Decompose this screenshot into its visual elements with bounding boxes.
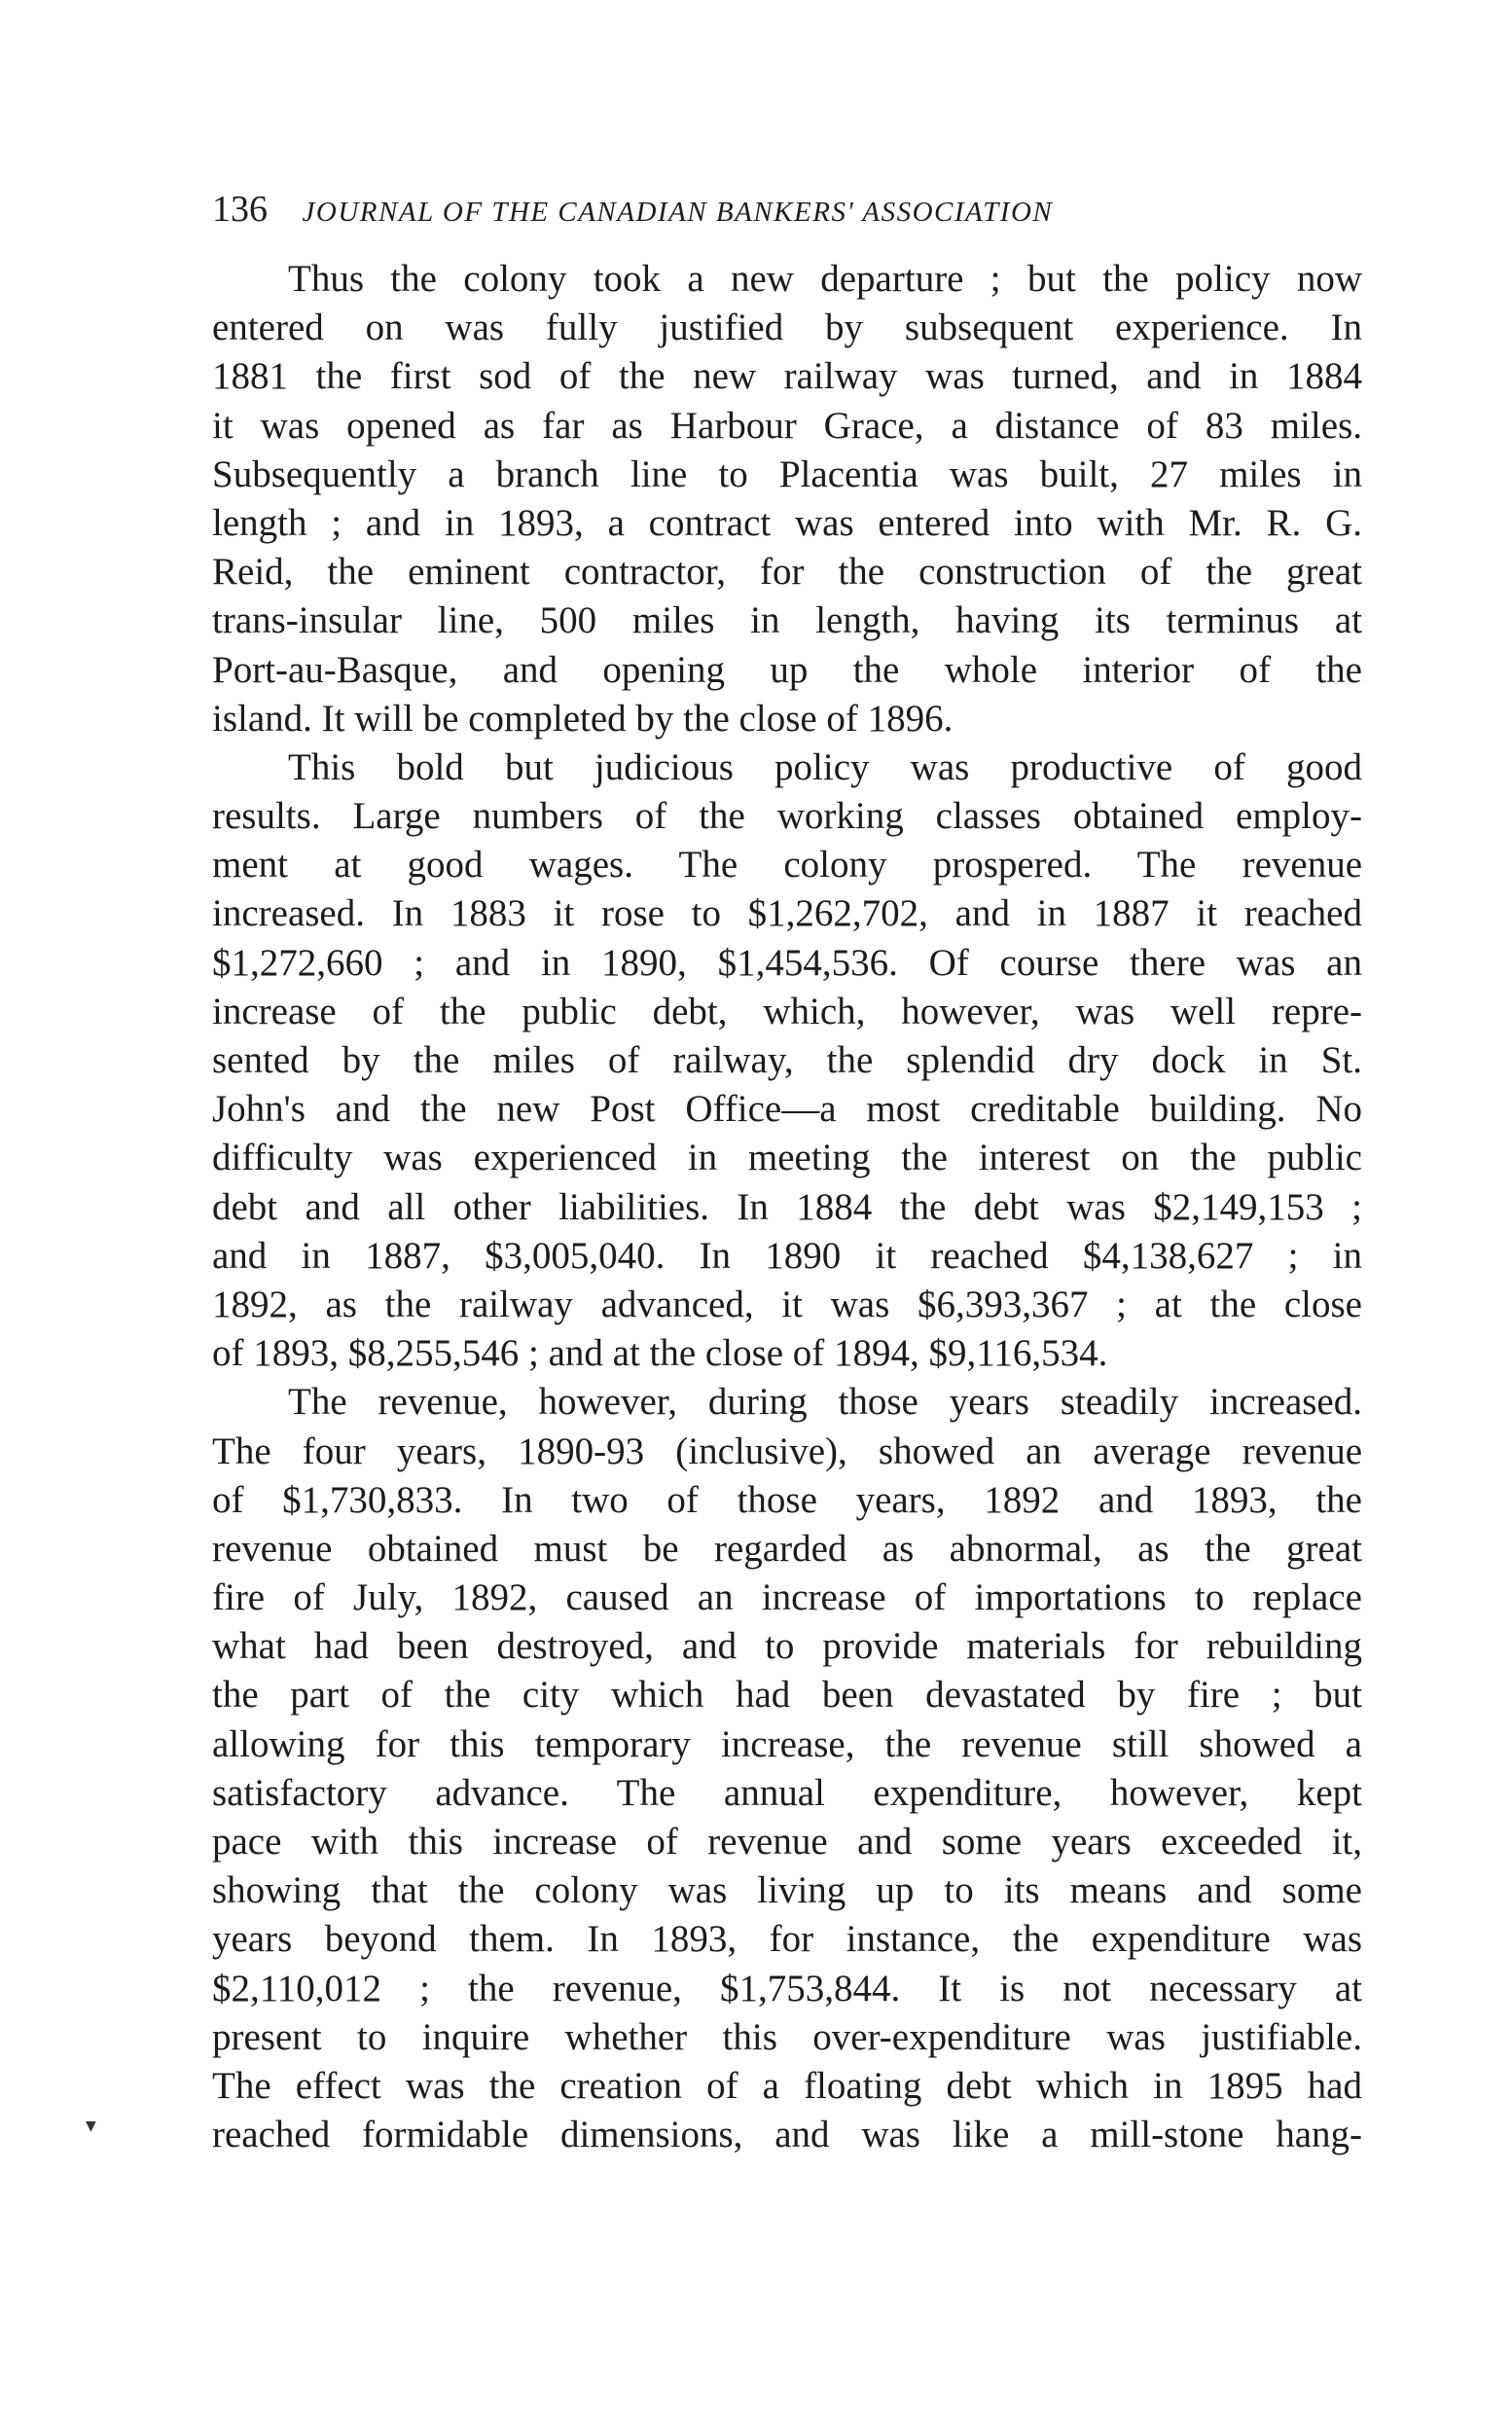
- text-line: trans-insular line, 500 miles in length, having its terminus at: [212, 599, 1362, 642]
- text-line: This bold but judicious policy was productive of good: [288, 745, 1362, 788]
- journal-title: JOURNAL OF THE CANADIAN BANKERS' ASSOCIATION: [302, 197, 1054, 228]
- text-line: years beyond them. In 1893, for instance, the expenditure was: [212, 1918, 1362, 1961]
- text-line: debt and all other liabilities. In 1884 the debt was $2,149,153 ;: [212, 1185, 1362, 1228]
- text-line: and in 1887, $3,005,040. In 1890 it reached $4,138,627 ; in: [212, 1234, 1362, 1277]
- text-line: increased. In 1883 it rose to $1,262,702, and in 1887 it reached: [212, 892, 1362, 935]
- text-line: revenue obtained must be regarded as abnormal, as the great: [212, 1527, 1362, 1570]
- text-line: $1,272,660 ; and in 1890, $1,454,536. Of course there was an: [212, 941, 1362, 984]
- text-line: what had been destroyed, and to provide materials for rebuilding: [212, 1625, 1362, 1668]
- text-line: of $1,730,833. In two of those years, 1892 and 1893, the: [212, 1478, 1362, 1521]
- text-line: of 1893, $8,255,546 ; and at the close of 1894, $9,116,534.: [212, 1332, 1108, 1375]
- text-line: fire of July, 1892, caused an increase of importations to replace: [212, 1576, 1362, 1619]
- text-line: Port-au-Basque, and opening up the whole interior of the: [212, 648, 1362, 691]
- text-line: 1892, as the railway advanced, it was $6,393,367 ; at the close: [212, 1283, 1362, 1325]
- text-line: present to inquire whether this over-expenditure was justifiable.: [212, 2015, 1362, 2058]
- text-line: Reid, the eminent contractor, for the construction of the great: [212, 551, 1362, 594]
- text-line: The effect was the creation of a floating debt which in 1895 had: [212, 2064, 1362, 2107]
- text-line: satisfactory advance. The annual expenditure, however, kept: [212, 1771, 1362, 1814]
- text-line: reached formidable dimensions, and was like a mill-stone hang-: [212, 2114, 1362, 2156]
- text-line: The four years, 1890-93 (inclusive), showed an average revenue: [212, 1430, 1362, 1472]
- text-line: allowing for this temporary increase, the revenue still showed a: [212, 1722, 1362, 1765]
- page-number: 136: [212, 189, 268, 230]
- text-line: difficulty was experienced in meeting the interest on the public: [212, 1137, 1362, 1179]
- text-line: ment at good wages. The colony prospered. The revenue: [212, 844, 1362, 887]
- text-line: length ; and in 1893, a contract was entered into with Mr. R. G.: [212, 501, 1362, 544]
- running-head: [212, 185, 1360, 234]
- text-line: it was opened as far as Harbour Grace, a distance of 83 miles.: [212, 404, 1362, 447]
- text-line: Thus the colony took a new departure ; but the policy now: [288, 258, 1362, 300]
- margin-mark-icon: ▼: [86, 2118, 96, 2134]
- text-line: John's and the new Post Office—a most creditable building. No: [212, 1088, 1362, 1131]
- text-line: sented by the miles of railway, the splendid dry dock in St.: [212, 1039, 1362, 1081]
- text-line: the part of the city which had been devastated by fire ; but: [212, 1674, 1362, 1717]
- text-line: The revenue, however, during those years steadily increased.: [288, 1381, 1362, 1424]
- text-line: results. Large numbers of the working classes obtained employ-: [212, 795, 1362, 838]
- text-line: entered on was fully justified by subsequent experience. In: [212, 307, 1362, 349]
- text-line: pace with this increase of revenue and some years exceeded it,: [212, 1821, 1362, 1863]
- text-line: increase of the public debt, which, however, was well repre-: [212, 990, 1362, 1032]
- text-line: island. It will be completed by the close of 1896.: [212, 697, 954, 740]
- text-line: 1881 the first sod of the new railway was turned, and in 1884: [212, 355, 1362, 398]
- text-line: Subsequently a branch line to Placentia was built, 27 miles in: [212, 452, 1362, 495]
- body-text: [212, 255, 1362, 2159]
- text-line: showing that the colony was living up to its means and some: [212, 1869, 1362, 1912]
- text-line: $2,110,012 ; the revenue, $1,753,844. It is not necessary at: [212, 1967, 1362, 2009]
